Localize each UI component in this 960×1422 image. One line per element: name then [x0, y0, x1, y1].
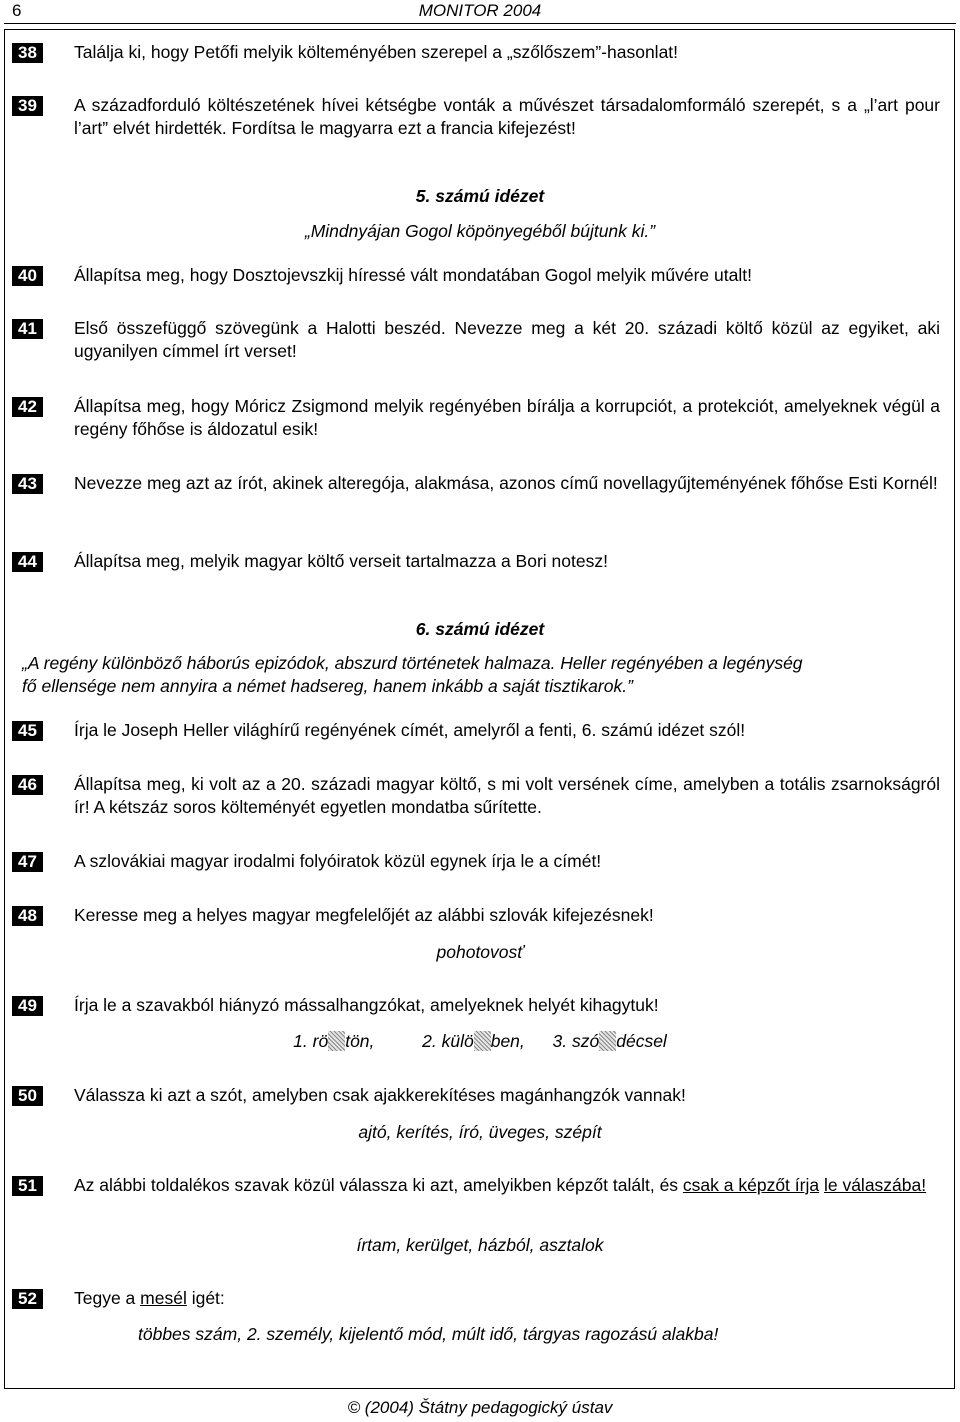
word-1-end: tön, [345, 1031, 375, 1051]
question-number-48: 48 [12, 906, 43, 926]
question-48-term: pohotovosť [436, 942, 524, 962]
question-number-46: 46 [12, 775, 43, 795]
question-51-text [74, 1174, 940, 1197]
question-52-verb: mesél [140, 1288, 187, 1308]
question-46-text: Állapítsa meg, ki volt az a 20. századi magyar költő, s mi volt versének címe, amelyben a totális zsarnokságról ír! A kétszáz soros költeményét egyetlen mondatba sűrítette. [74, 774, 940, 817]
word-2-end: ben, [490, 1031, 525, 1051]
quote-5-text: „Mindnyájan Gogol köpönyegéből bújtunk ki.” [304, 221, 656, 241]
missing-letters-2 [474, 1031, 491, 1051]
header-rule [4, 23, 956, 24]
question-number-49: 49 [12, 996, 43, 1016]
question-38-text: Találja ki, hogy Petőfi melyik költeményében szerepel a „szőlőszem”-hasonlat! [74, 42, 679, 62]
question-47-text: A szlovákiai magyar irodalmi folyóiratok közül egynek írja le a címét! [74, 851, 602, 871]
quote-6-text [22, 652, 947, 698]
quote-6-line-2: fő ellensége nem annyira a német hadsereg, hanem inkább a saját tisztikarok.” [22, 676, 633, 696]
question-number-41: 41 [12, 319, 43, 339]
question-number-45: 45 [12, 721, 43, 741]
question-49-text: Írja le a szavakból hiányzó mássalhangzókat, amelyeknek helyét kihagytuk! [74, 995, 659, 1015]
footer-copyright: © (2004) Štátny pedagogický ústav [347, 1398, 613, 1417]
question-number-52: 52 [12, 1289, 43, 1309]
question-43-text: Nevezze meg azt az írót, akinek alteregója, alakmása, azonos című novellagyűjteményének főhőse Esti Kornél! [74, 473, 938, 493]
question-number-51: 51 [12, 1176, 43, 1196]
question-45-text: Írja le Joseph Heller világhírű regényének címét, amelyről a fenti, 6. számú idézet szól! [74, 720, 746, 740]
question-52-task: többes szám, 2. személy, kijelentő mód, múlt idő, tárgyas ragozású alakba! [138, 1324, 719, 1344]
question-40-text: Állapítsa meg, hogy Dosztojevszkij híressé vált mondatában Gogol melyik művére utalt! [74, 265, 752, 285]
question-49-words [0, 1030, 960, 1053]
question-number-40: 40 [12, 266, 43, 286]
word-1-start: 1. rö [293, 1031, 329, 1051]
question-51-words: írtam, kerülget, házból, asztalok [356, 1235, 604, 1255]
question-39-text: A századforduló költészetének hívei kétségbe vonták a művészet társadalomformáló szerepét, s a „l’art pour l’art” elvét hirdették. Fordítsa le magyarra ezt a francia kifejezést! [74, 95, 940, 138]
question-52-text [74, 1287, 940, 1310]
question-number-50: 50 [12, 1086, 43, 1106]
question-51-underlined-1: csak a képzőt írja [682, 1175, 820, 1195]
question-number-44: 44 [12, 552, 43, 572]
question-number-38: 38 [12, 43, 43, 63]
question-51-text-main: Az alábbi toldalékos szavak közül válassza ki azt, amelyikben képzőt talált, és [74, 1175, 683, 1195]
question-52-text-b: igét: [186, 1288, 225, 1308]
quote-6-heading: 6. számú idézet [415, 619, 545, 639]
page-header [0, 0, 960, 24]
question-number-43: 43 [12, 474, 43, 494]
missing-letters-1 [328, 1031, 345, 1051]
question-41-text: Első összefüggő szövegünk a Halotti beszéd. Nevezze meg a két 20. századi költő közül az egyiket, aki ugyanilyen címmel írt verset! [74, 318, 940, 361]
missing-letters-3 [599, 1031, 616, 1051]
word-3-end: décsel [616, 1031, 667, 1051]
word-3-start: 3. szó [552, 1031, 600, 1051]
question-50-words: ajtó, kerítés, író, üveges, szépít [358, 1122, 602, 1142]
question-51-underlined-2: le válaszába! [823, 1175, 927, 1195]
quote-6-line-1: „A regény különböző háborús epizódok, abszurd történetek halmaza. Heller regényében a legénység [22, 653, 803, 673]
question-50-text: Válassza ki azt a szót, amelyben csak ajakkerekítéses magánhangzók vannak! [74, 1085, 686, 1105]
question-42-text: Állapítsa meg, hogy Móricz Zsigmond melyik regényében bírálja a korrupciót, a protekciót, amelyeknek végül a regény főhőse is áldozatul esik! [74, 396, 940, 439]
question-number-39: 39 [12, 96, 43, 116]
running-title: MONITOR 2004 [418, 1, 542, 20]
question-number-42: 42 [12, 397, 43, 417]
question-48-text: Keresse meg a helyes magyar megfelelőjét az alábbi szlovák kifejezésnek! [74, 905, 654, 925]
question-52-text-a: Tegye a [74, 1288, 141, 1308]
question-number-47: 47 [12, 852, 43, 872]
page-number: 6 [12, 1, 22, 20]
question-44-text: Állapítsa meg, melyik magyar költő verseit tartalmazza a Bori notesz! [74, 551, 608, 571]
word-2-start: 2. külö [422, 1031, 474, 1051]
quote-5-heading: 5. számú idézet [415, 186, 545, 206]
